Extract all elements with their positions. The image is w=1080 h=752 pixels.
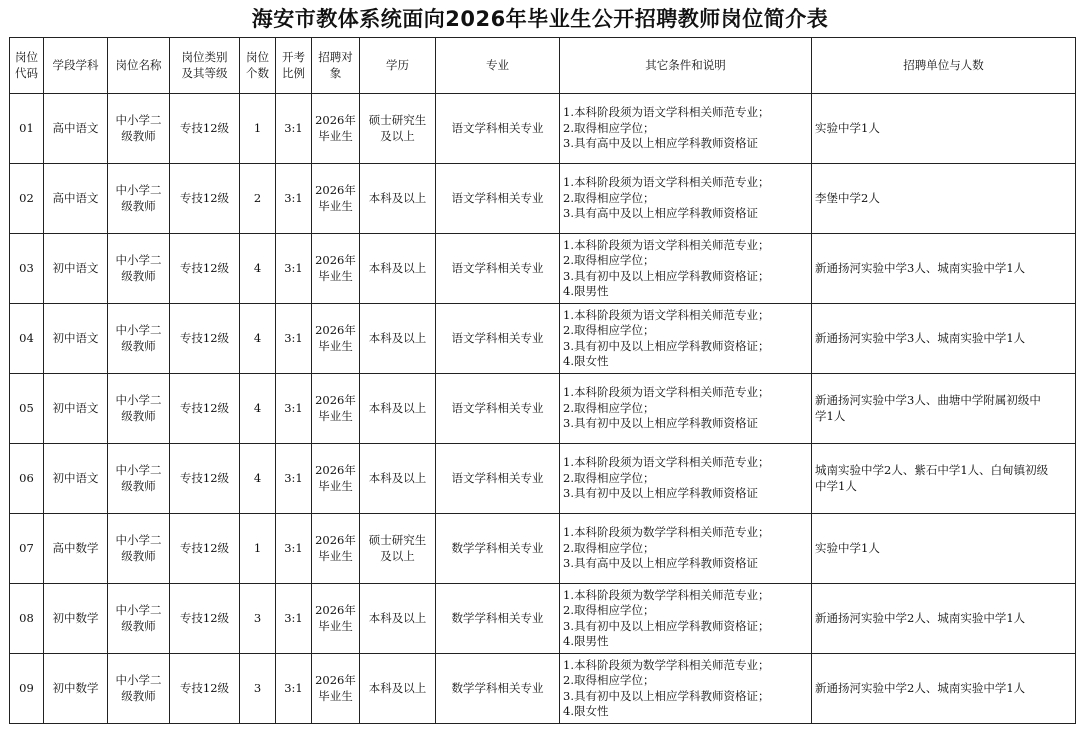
table-row [10,94,1076,164]
table-row [10,234,1076,304]
cell-line: 本科及以上 [368,190,427,205]
cell-category [170,654,240,724]
cell-line: 及其等级 [181,65,228,80]
cell-category [170,444,240,514]
cell-line: 2.取得相应学位； [563,323,655,337]
cell-line: 02 [19,190,34,205]
cell-line: 1.本科阶段须为数学学科相关师范专业； [563,525,770,540]
cell-line: 招聘对 [318,50,353,64]
cell-line: 4.限男性 [563,634,609,648]
cell-line: 中小学二 [115,253,162,267]
cell-line: 2.取得相应学位； [563,470,655,485]
cell-ratio [276,444,312,514]
header-major [436,38,560,94]
cell-line: 专技12级 [179,470,230,485]
cell-count [240,374,276,444]
cell-line: 毕业生 [318,548,353,563]
cell-line: 专业 [486,57,509,72]
cell-line: 本科及以上 [368,330,427,345]
cell-target [312,164,360,234]
cell-line: 3:1 [284,190,303,205]
cell-count [240,304,276,374]
cell-line: 中小学二 [115,183,162,197]
cell-category [170,304,240,374]
cell-line: 3.具有初中及以上相应学科教师资格证； [563,268,770,283]
cell-line: 2.取得相应学位； [563,673,655,687]
header-conditions [560,38,812,94]
cell-line: 毕业生 [318,478,353,493]
header-subject [44,38,108,94]
cell-line: 4 [253,260,262,275]
cell-line: 2026年 [315,393,356,407]
table-row [10,654,1076,724]
cell-line: 城南实验中学2人、紫石中学1人、白甸镇初级 [815,463,1049,477]
cell-ratio [276,374,312,444]
cell-line: 中小学二 [115,533,162,547]
cell-line: 2.取得相应学位； [563,120,655,135]
cell-line: 初中数学 [52,610,99,625]
cell-line: 初中语文 [52,330,99,345]
cell-line: 3.具有初中及以上相应学科教师资格证 [563,416,758,431]
cell-line: 毕业生 [318,618,353,633]
cell-count [240,654,276,724]
cell-major [436,654,560,724]
cell-line: 级教师 [121,618,156,633]
cell-units [812,374,1076,444]
cell-target [312,94,360,164]
cell-line: 1.本科阶段须为语文学科相关师范专业； [563,385,770,400]
cell-major [436,94,560,164]
cell-line: 语文学科相关专业 [451,190,544,205]
cell-line: 级教师 [121,268,156,283]
cell-line: 实验中学1人 [815,540,880,555]
cell-target [312,234,360,304]
cell-line: 4 [253,330,262,345]
cell-line: 1.本科阶段须为语文学科相关师范专业； [563,175,770,190]
cell-subject [44,444,108,514]
cell-line: 高中语文 [52,120,99,135]
cell-line: 语文学科相关专业 [451,260,544,275]
cell-conditions [560,304,812,374]
cell-line: 级教师 [121,198,156,213]
cell-line: 1.本科阶段须为语文学科相关师范专业； [563,105,770,120]
cell-line: 级教师 [121,688,156,703]
cell-count [240,94,276,164]
cell-line: 初中语文 [52,260,99,275]
cell-major [436,304,560,374]
cell-subject [44,654,108,724]
cell-line: 09 [19,680,34,695]
cell-line: 毕业生 [318,408,353,423]
cell-line: 2026年 [315,463,356,477]
cell-line: 毕业生 [318,128,353,143]
cell-line: 专技12级 [179,190,230,205]
cell-line: 3:1 [284,400,303,415]
cell-line: 3:1 [284,260,303,275]
cell-code [10,304,44,374]
table-row [10,514,1076,584]
cell-line: 2026年 [315,673,356,687]
cell-major [436,164,560,234]
cell-major [436,234,560,304]
cell-line: 高中数学 [52,540,99,555]
cell-line: 01 [19,120,34,135]
cell-line: 2.取得相应学位； [563,400,655,415]
cell-line: 级教师 [121,338,156,353]
cell-line: 及以上 [380,548,415,563]
cell-count [240,444,276,514]
cell-line: 硕士研究生 [368,533,427,547]
cell-post-name [108,234,170,304]
cell-line: 本科及以上 [368,610,427,625]
cell-line: 4 [253,400,262,415]
cell-post-name [108,444,170,514]
cell-line: 岗位 [246,50,269,64]
cell-line: 4.限女性 [563,354,609,368]
header-code [10,38,44,94]
table-row [10,164,1076,234]
cell-line: 新通扬河实验中学3人、城南实验中学1人 [815,330,1026,345]
cell-category [170,94,240,164]
cell-line: 2026年 [315,533,356,547]
cell-line: 代码 [15,65,38,80]
cell-line: 2026年 [315,113,356,127]
cell-units [812,94,1076,164]
cell-line: 招聘单位与人数 [903,57,984,72]
cell-code [10,94,44,164]
cell-post-name [108,584,170,654]
table-body [10,94,1076,724]
cell-education [360,164,436,234]
cell-code [10,444,44,514]
cell-conditions [560,444,812,514]
cell-line: 语文学科相关专业 [451,120,544,135]
cell-line: 专技12级 [179,400,230,415]
cell-line: 2.取得相应学位； [563,603,655,617]
cell-line: 本科及以上 [368,680,427,695]
cell-conditions [560,654,812,724]
cell-line: 1.本科阶段须为语文学科相关师范专业； [563,307,770,322]
cell-subject [44,584,108,654]
cell-post-name [108,304,170,374]
cell-count [240,234,276,304]
cell-line: 中小学二 [115,463,162,477]
cell-ratio [276,514,312,584]
cell-conditions [560,164,812,234]
cell-line: 2.取得相应学位； [563,540,655,555]
cell-subject [44,374,108,444]
cell-line: 中小学二 [115,113,162,127]
cell-line: 2026年 [315,603,356,617]
header-units [812,38,1076,94]
cell-conditions [560,514,812,584]
table-row [10,374,1076,444]
cell-conditions [560,374,812,444]
cell-line: 毕业生 [318,268,353,283]
cell-units [812,654,1076,724]
cell-ratio [276,304,312,374]
cell-line: 2 [253,190,262,205]
header-row [10,38,1076,94]
header-post-name [108,38,170,94]
cell-line: 3:1 [284,680,303,695]
cell-subject [44,304,108,374]
cell-line: 中小学二 [115,323,162,337]
cell-subject [44,164,108,234]
cell-count [240,164,276,234]
cell-units [812,584,1076,654]
cell-line: 中学1人 [815,478,857,493]
cell-line: 1.本科阶段须为语文学科相关师范专业； [563,237,770,252]
cell-line: 3 [253,680,262,695]
cell-units [812,164,1076,234]
cell-line: 3.具有初中及以上相应学科教师资格证； [563,338,770,353]
cell-line: 2026年 [315,183,356,197]
cell-line: 新通扬河实验中学3人、城南实验中学1人 [815,260,1026,275]
cell-units [812,304,1076,374]
cell-units [812,234,1076,304]
cell-post-name [108,164,170,234]
cell-line: 比例 [282,65,305,80]
cell-line: 中小学二 [115,673,162,687]
cell-conditions [560,234,812,304]
cell-line: 其它条件和说明 [645,57,726,72]
cell-line: 3.具有高中及以上相应学科教师资格证 [563,136,758,151]
cell-code [10,654,44,724]
cell-line: 及以上 [380,128,415,143]
cell-education [360,94,436,164]
cell-line: 1.本科阶段须为语文学科相关师范专业； [563,455,770,470]
cell-line: 初中语文 [52,400,99,415]
cell-major [436,374,560,444]
cell-line: 语文学科相关专业 [451,470,544,485]
table-row [10,444,1076,514]
cell-line: 语文学科相关专业 [451,400,544,415]
cell-line: 1.本科阶段须为数学学科相关师范专业； [563,587,770,602]
cell-education [360,374,436,444]
cell-line: 4.限男性 [563,284,609,298]
cell-line: 03 [19,260,34,275]
cell-subject [44,234,108,304]
cell-line: 3:1 [284,540,303,555]
cell-line: 07 [19,540,34,555]
cell-line: 08 [19,610,34,625]
cell-line: 3 [253,610,262,625]
cell-line: 岗位类别 [181,50,228,64]
cell-education [360,444,436,514]
cell-line: 中小学二 [115,603,162,617]
cell-line: 学1人 [815,408,846,423]
cell-line: 新通扬河实验中学2人、城南实验中学1人 [815,610,1026,625]
cell-line: 3.具有初中及以上相应学科教师资格证； [563,618,770,633]
cell-code [10,234,44,304]
cell-line: 李堡中学2人 [815,190,880,205]
cell-target [312,304,360,374]
cell-ratio [276,164,312,234]
cell-line: 毕业生 [318,198,353,213]
cell-education [360,654,436,724]
cell-line: 专技12级 [179,120,230,135]
cell-line: 象 [329,65,342,80]
page-title: 海安市教体系统面向2026年毕业生公开招聘教师岗位简介表 [251,7,829,31]
cell-education [360,584,436,654]
table-row [10,584,1076,654]
cell-ratio [276,654,312,724]
cell-ratio [276,584,312,654]
cell-line: 初中语文 [52,470,99,485]
cell-line: 实验中学1人 [815,120,880,135]
cell-line: 4.限女性 [563,704,609,718]
cell-line: 岗位 [15,50,38,64]
cell-line: 专技12级 [179,610,230,625]
cell-ratio [276,234,312,304]
cell-line: 3.具有高中及以上相应学科教师资格证 [563,206,758,221]
cell-education [360,234,436,304]
cell-line: 06 [19,470,34,485]
cell-line: 新通扬河实验中学3人、曲塘中学附属初级中 [815,393,1041,407]
cell-post-name [108,94,170,164]
cell-category [170,164,240,234]
cell-category [170,514,240,584]
cell-line: 语文学科相关专业 [451,330,544,345]
header-category [170,38,240,94]
cell-target [312,654,360,724]
cell-line: 专技12级 [179,540,230,555]
cell-conditions [560,94,812,164]
cell-code [10,514,44,584]
cell-line: 学历 [386,57,409,72]
cell-count [240,584,276,654]
cell-line: 04 [19,330,34,345]
header-target [312,38,360,94]
cell-line: 个数 [246,65,269,80]
cell-line: 3:1 [284,470,303,485]
cell-line: 3.具有初中及以上相应学科教师资格证； [563,688,770,703]
cell-major [436,514,560,584]
cell-line: 3:1 [284,120,303,135]
cell-line: 本科及以上 [368,470,427,485]
cell-line: 数学学科相关专业 [451,610,544,625]
header-education [360,38,436,94]
cell-line: 数学学科相关专业 [451,540,544,555]
cell-major [436,584,560,654]
cell-line: 专技12级 [179,260,230,275]
cell-education [360,514,436,584]
cell-line: 专技12级 [179,680,230,695]
cell-units [812,514,1076,584]
cell-line: 毕业生 [318,688,353,703]
cell-line: 2.取得相应学位； [563,190,655,205]
cell-line: 级教师 [121,408,156,423]
cell-major [436,444,560,514]
cell-line: 高中语文 [52,190,99,205]
cell-line: 毕业生 [318,338,353,353]
cell-subject [44,514,108,584]
cell-units [812,444,1076,514]
cell-target [312,584,360,654]
cell-education [360,304,436,374]
cell-conditions [560,584,812,654]
cell-line: 3.具有初中及以上相应学科教师资格证 [563,486,758,501]
cell-post-name [108,654,170,724]
cell-line: 1.本科阶段须为数学学科相关师范专业； [563,657,770,672]
cell-line: 中小学二 [115,393,162,407]
cell-category [170,374,240,444]
header-count [240,38,276,94]
cell-line: 数学学科相关专业 [451,680,544,695]
cell-line: 级教师 [121,128,156,143]
cell-line: 级教师 [121,548,156,563]
cell-line: 学段学科 [52,57,99,72]
cell-line: 本科及以上 [368,400,427,415]
cell-category [170,234,240,304]
cell-target [312,374,360,444]
cell-line: 3:1 [284,330,303,345]
cell-line: 05 [19,400,34,415]
cell-line: 2026年 [315,323,356,337]
cell-line: 硕士研究生 [368,113,427,127]
cell-post-name [108,514,170,584]
cell-line: 本科及以上 [368,260,427,275]
cell-code [10,374,44,444]
cell-code [10,584,44,654]
cell-line: 初中数学 [52,680,99,695]
cell-line: 3.具有高中及以上相应学科教师资格证 [563,556,758,571]
cell-line: 4 [253,470,262,485]
cell-line: 开考 [282,50,305,64]
header-ratio [276,38,312,94]
cell-line: 3:1 [284,610,303,625]
recruitment-table [9,37,1076,724]
cell-count [240,514,276,584]
cell-subject [44,94,108,164]
cell-line: 1 [253,540,262,555]
cell-line: 2026年 [315,253,356,267]
cell-line: 新通扬河实验中学2人、城南实验中学1人 [815,680,1026,695]
cell-ratio [276,94,312,164]
cell-line: 级教师 [121,478,156,493]
table-row [10,304,1076,374]
cell-line: 2.取得相应学位； [563,253,655,267]
cell-line: 1 [253,120,262,135]
cell-target [312,444,360,514]
cell-line: 岗位名称 [115,57,162,72]
cell-target [312,514,360,584]
cell-line: 专技12级 [179,330,230,345]
cell-code [10,164,44,234]
cell-category [170,584,240,654]
cell-post-name [108,374,170,444]
